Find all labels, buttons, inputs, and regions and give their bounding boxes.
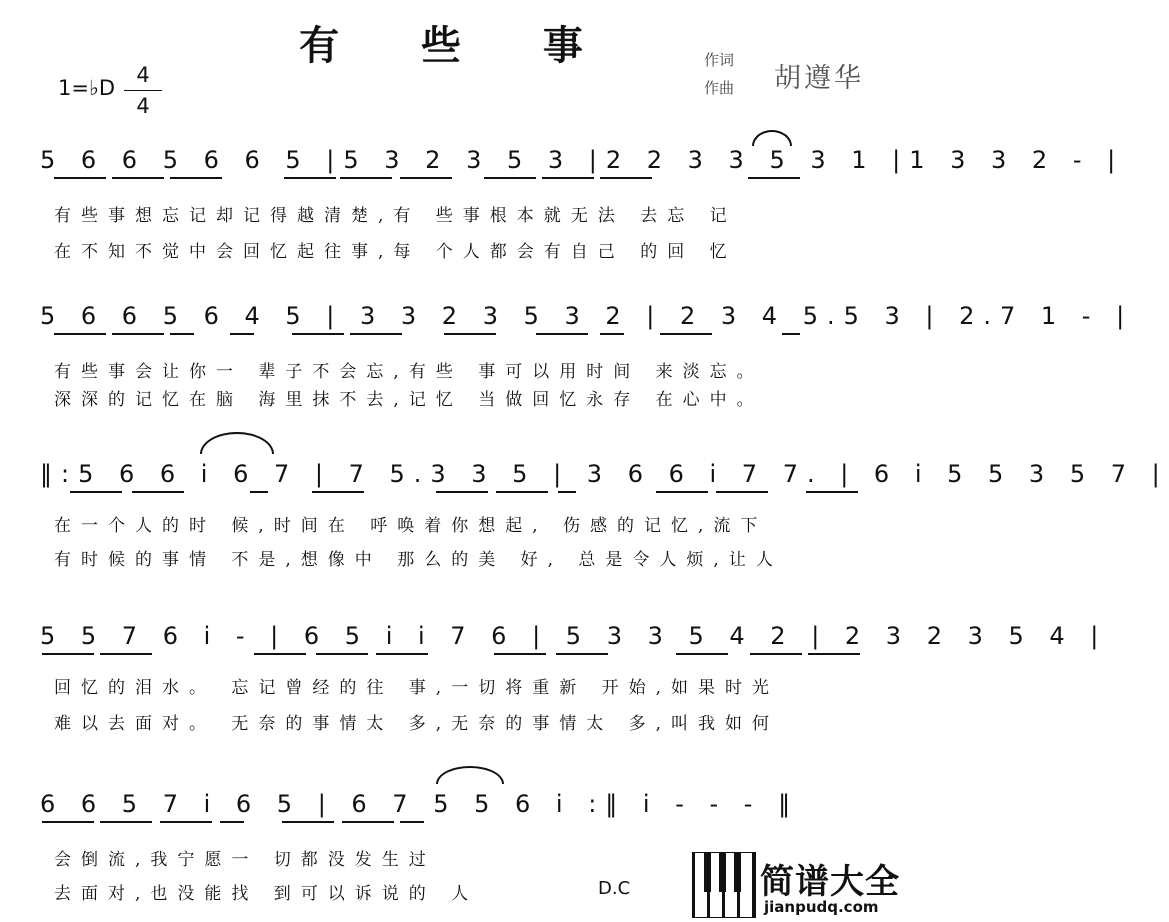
- watermark-brand: 简谱大全: [760, 862, 900, 902]
- beam: [716, 491, 768, 493]
- beam: [676, 653, 728, 655]
- lyrics-line-3a: 在一个人的时 候,时间在 呼唤着你想起, 伤感的记忆,流下: [54, 516, 768, 536]
- beam: [170, 333, 194, 335]
- beam: [170, 177, 222, 179]
- beam: [112, 177, 164, 179]
- beam: [292, 333, 344, 335]
- beam: [340, 177, 392, 179]
- notes-line-3: ‖:5 6 6 i 6 7 | 7 5.3 3 5 | 3 6 6 i 7 7. | 6 i 5 5 3 5 7 |: [40, 460, 1169, 488]
- notes-line-1: 5 6 6 5 6 6 5 |5 3 2 3 5 3 |2 2 3 3 5 3 1 |1 3 3 2 - |: [40, 146, 1125, 174]
- beam: [558, 491, 576, 493]
- beam: [250, 491, 268, 493]
- piano-icon: [692, 852, 756, 918]
- beam: [254, 653, 306, 655]
- beam: [132, 491, 184, 493]
- da-capo-mark: D.C: [598, 878, 631, 899]
- beam: [436, 491, 488, 493]
- lyrics-line-2b: 深深的记忆在脑 海里抹不去,记忆 当做回忆永存 在心中。: [54, 390, 764, 410]
- key-signature: 1=♭D: [58, 76, 116, 100]
- author-name: 胡遵华: [774, 63, 864, 94]
- lyrics-line-2a: 有些事会让你一 辈子不会忘,有些 事可以用时间 来淡忘。: [54, 362, 764, 382]
- notes-line-2: 5 6 6 5 6 4 5 | 3 3 2 3 5 3 2 | 2 3 4 5.5 3 | 2.7 1 - |: [40, 302, 1134, 330]
- beam: [316, 653, 368, 655]
- notes-line-5: 6 6 5 7 i 6 5 | 6 7 5 5 6 i :‖ i - - - ‖: [40, 790, 800, 818]
- lyrics-line-4b: 难以去面对。 无奈的事情太 多,无奈的事情太 多,叫我如何: [54, 714, 780, 734]
- composer-label: 作曲: [704, 79, 735, 97]
- beam: [42, 653, 94, 655]
- lyrics-line-4a: 回忆的泪水。 忘记曾经的往 事,一切将重新 开始,如果时光: [54, 678, 780, 698]
- beam: [494, 653, 546, 655]
- beam: [400, 177, 452, 179]
- beam: [54, 177, 106, 179]
- time-signature: [124, 62, 162, 119]
- beam: [42, 821, 94, 823]
- watermark-logo: [692, 852, 916, 922]
- beam: [112, 333, 164, 335]
- lyrics-line-1a: 有些事想忘记却记得越清楚,有 些事根本就无法 去忘 记: [54, 206, 737, 226]
- beam: [750, 653, 802, 655]
- beam: [660, 333, 712, 335]
- lyrics-line-1b: 在不知不觉中会回忆起往事,每 个人都会有自己 的回 忆: [54, 242, 737, 262]
- beam: [656, 491, 708, 493]
- beam: [748, 177, 800, 179]
- beam: [484, 177, 536, 179]
- beam: [284, 177, 336, 179]
- beam: [808, 653, 860, 655]
- beam: [542, 177, 594, 179]
- meter-top: 4: [136, 63, 150, 87]
- beam: [782, 333, 800, 335]
- beam: [600, 333, 624, 335]
- meter-divider: [124, 90, 162, 91]
- meter-bottom: 4: [136, 94, 150, 118]
- credit-labels: [704, 46, 734, 102]
- beam: [220, 821, 244, 823]
- beam: [806, 491, 858, 493]
- beam: [496, 491, 548, 493]
- beam: [230, 333, 254, 335]
- notes-line-4: 5 5 7 6 i - | 6 5 i i 7 6 | 5 3 3 5 4 2 | 2 3 2 3 5 4 |: [40, 622, 1108, 650]
- beam: [100, 653, 152, 655]
- beam: [350, 333, 402, 335]
- beam: [444, 333, 496, 335]
- tie-arc: [752, 130, 792, 146]
- tie-arc: [200, 432, 274, 454]
- beam: [556, 653, 608, 655]
- watermark-url: jianpudq.com: [764, 898, 879, 916]
- beam: [376, 653, 428, 655]
- lyrics-line-5b: 去面对,也没能找 到可以诉说的 人: [54, 884, 479, 904]
- beam: [400, 821, 424, 823]
- lyrics-line-3b: 有时候的事情 不是,想像中 那么的美 好, 总是令人烦,让人: [54, 550, 783, 570]
- song-title: 有 些 事: [299, 22, 617, 69]
- lyrics-line-5a: 会倒流,我宁愿一 切都没发生过: [54, 850, 436, 870]
- beam: [282, 821, 334, 823]
- beam: [70, 491, 122, 493]
- lyricist-label: 作词: [704, 51, 735, 69]
- beam: [312, 491, 364, 493]
- beam: [600, 177, 652, 179]
- beam: [54, 333, 106, 335]
- beam: [342, 821, 394, 823]
- beam: [160, 821, 212, 823]
- tie-arc: [436, 766, 504, 784]
- beam: [100, 821, 152, 823]
- beam: [536, 333, 588, 335]
